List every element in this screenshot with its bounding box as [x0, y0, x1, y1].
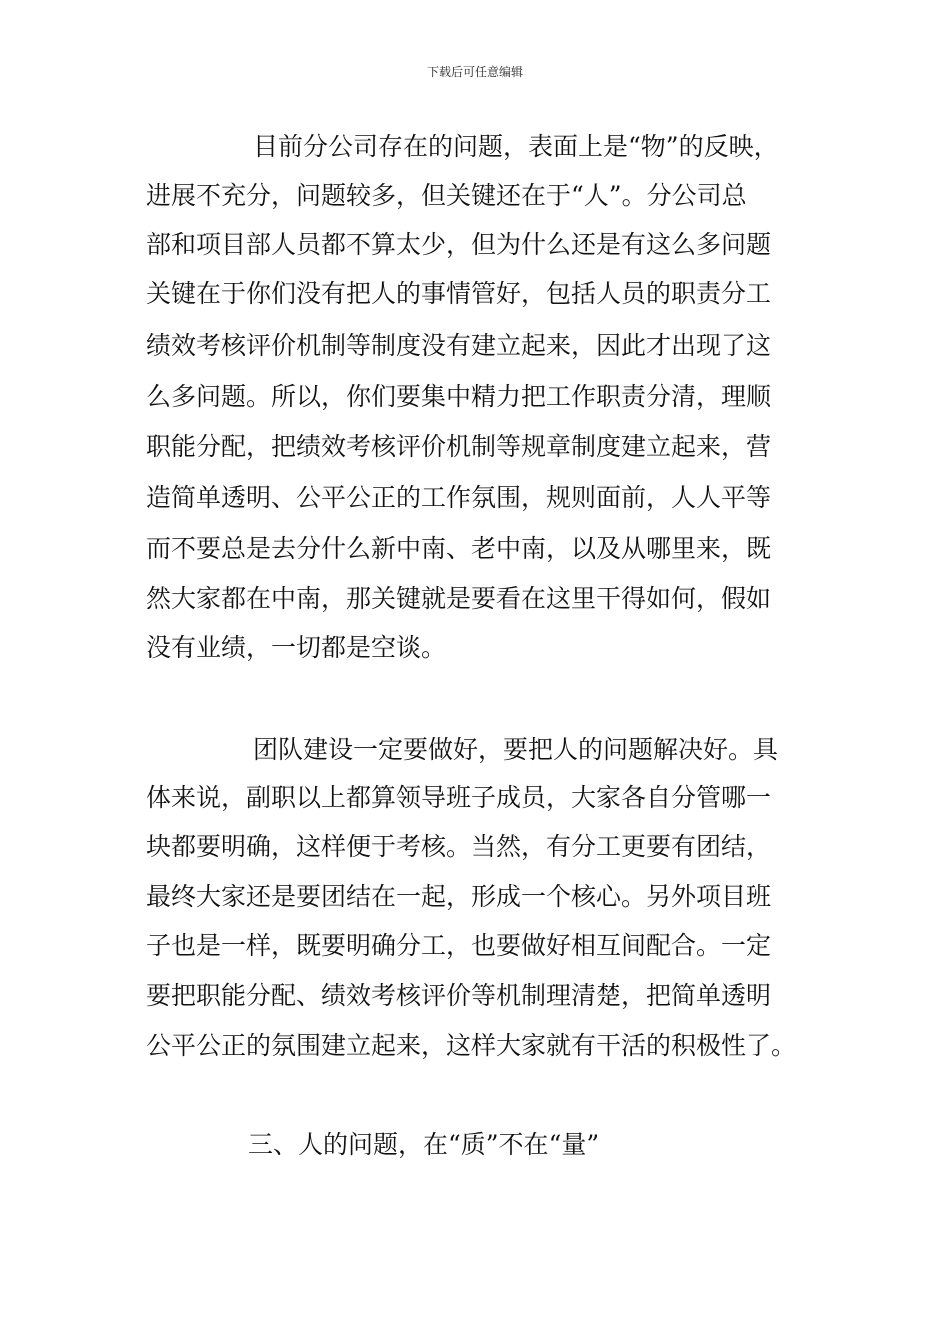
paragraph-1-line-1: 目前分公司存在的问题，表面上是“物”的反映， — [253, 132, 779, 161]
paragraph-2-line-4: 最终大家还是要团结在一起，形成一个核心。另外项目班 — [146, 882, 772, 911]
paragraph-2-line-5: 子也是一样，既要明确分工，也要做好相互间配合。一定 — [146, 931, 772, 960]
page-header: 下载后可任意编辑 — [426, 65, 523, 79]
paragraph-2-line-2: 体来说，副职以上都算领导班子成员，大家各自分管哪一 — [146, 783, 772, 812]
paragraph-1-line-9: 而不要总是去分什么新中南、老中南，以及从哪里来，既 — [146, 534, 772, 563]
paragraph-1-line-4: 关键在于你们没有把人的事情管好，包括人员的职责分工 — [146, 279, 772, 308]
paragraph-2-line-1: 团队建设一定要做好，要把人的问题解决好。具 — [253, 735, 779, 764]
paragraph-1-line-2: 进展不充分，问题较多，但关键还在于“人”。分公司总 — [146, 181, 747, 210]
paragraph-1-line-10: 然大家都在中南，那关键就是要看在这里干得如何，假如 — [146, 584, 772, 613]
section-heading: 三、人的问题，在“质”不在“量” — [248, 1130, 600, 1159]
paragraph-2-line-7: 公平公正的氛围建立起来，这样大家就有干活的积极性了。 — [146, 1031, 797, 1060]
paragraph-2-line-3: 块都要明确，这样便于考核。当然，有分工更要有团结， — [146, 832, 772, 861]
paragraph-1-line-11: 没有业绩，一切都是空谈。 — [146, 633, 447, 662]
paragraph-1-line-7: 职能分配，把绩效考核评价机制等规章制度建立起来，营 — [146, 432, 772, 461]
paragraph-1-line-6: 么多问题。所以，你们要集中精力把工作职责分清，理顺 — [146, 382, 772, 411]
paragraph-1-line-5: 绩效考核评价机制等制度没有建立起来，因此才出现了这 — [146, 331, 772, 360]
paragraph-1-line-8: 造简单透明、公平公正的工作氛围，规则面前，人人平等 — [146, 483, 772, 512]
paragraph-2-line-6: 要把职能分配、绩效考核评价等机制理清楚，把简单透明 — [146, 981, 772, 1010]
paragraph-1-line-3: 部和项目部人员都不算太少，但为什么还是有这么多问题 — [146, 230, 772, 259]
